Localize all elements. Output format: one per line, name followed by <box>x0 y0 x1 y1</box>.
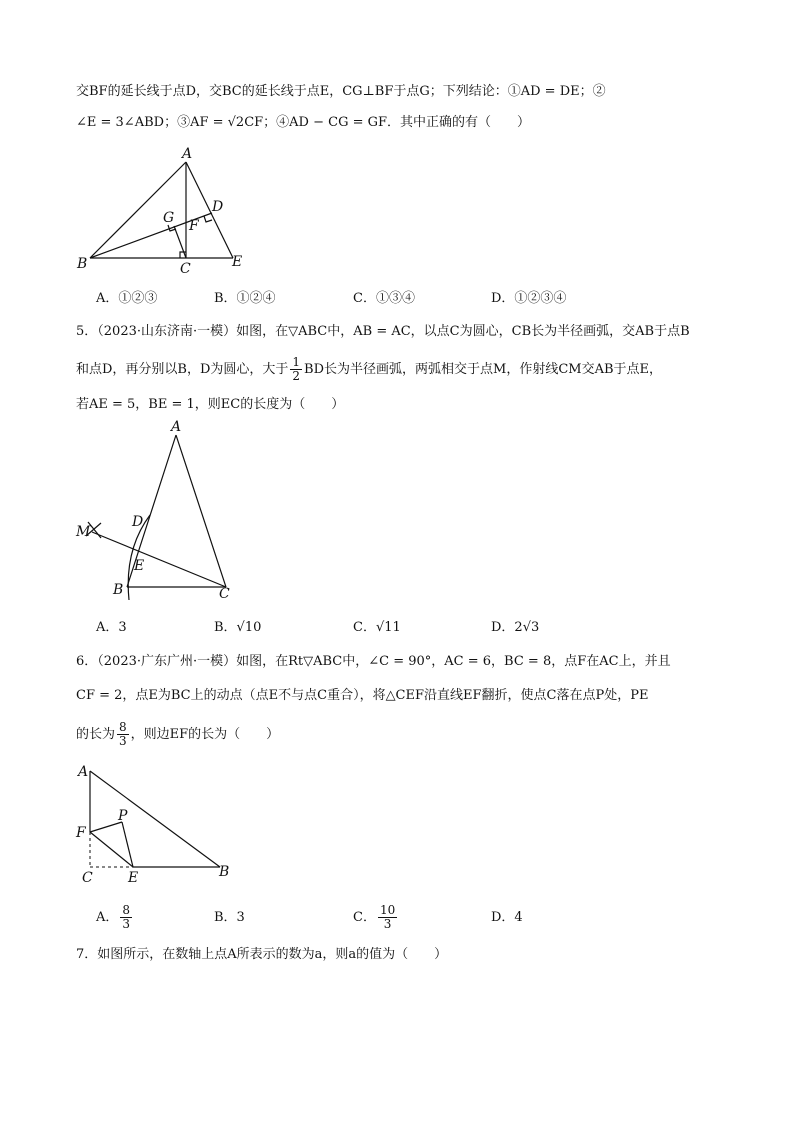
q5-text-line2-b: BD长为半径画弧，两弧相交于点M，作射线CM交AB于点E， <box>304 362 663 377</box>
q4-label-c: C <box>180 261 191 277</box>
q6-option-b: B．3 <box>214 910 245 925</box>
q5-label-e: E <box>134 558 145 574</box>
q4-text-line1: 交BF的延长线于点D，交BC的延长线于点E，CG⊥BF于点G；下列结论：①AD = DE；② <box>76 84 606 99</box>
q4-option-d: D．①②③④ <box>491 291 567 306</box>
q6-option-c-den: 3 <box>383 917 392 931</box>
q6-option-c-fraction <box>378 904 397 931</box>
q6-text-line3-b: ，则边EF的长为（ ） <box>130 727 280 742</box>
q5-ray-cm <box>92 532 226 587</box>
q5-segment-ac <box>176 435 226 587</box>
q6-label-f: F <box>76 825 86 841</box>
q5-arc-c <box>128 515 150 600</box>
q4-right-angle-g <box>168 225 176 231</box>
q5-label-b: B <box>113 582 124 598</box>
q5-option-a: A．3 <box>96 620 127 635</box>
q6-label-c: C <box>82 870 93 886</box>
q6-option-a-num: 8 <box>122 903 131 917</box>
q5-arc-mark-1 <box>86 523 101 536</box>
q4-right-angle-c <box>180 252 186 258</box>
q5-text-line3: 若AE = 5，BE = 1，则EC的长度为（ ） <box>76 397 345 412</box>
q4-text-line2: ∠E = 3∠ABD；③AF = √2CF；④AD − CG = GF．其中正确的有（ ） <box>76 115 531 130</box>
q4-option-b: B．①②④ <box>214 291 276 306</box>
q4-label-e: E <box>232 254 243 270</box>
q4-label-f: F <box>189 218 199 234</box>
q6-option-a-den: 3 <box>122 917 131 931</box>
q5-half-fraction <box>290 356 302 383</box>
q6-option-a <box>96 904 134 931</box>
q6-segment-fe <box>90 832 133 867</box>
q5-label-m: M <box>76 524 91 540</box>
q5-option-c: C．√11 <box>353 620 401 635</box>
q4-segment-ae <box>186 162 233 258</box>
q6-segment-fp <box>90 822 122 832</box>
q5-label-c: C <box>219 586 230 602</box>
q6-option-c-num: 10 <box>379 903 396 917</box>
q6-pe-num: 8 <box>119 720 127 734</box>
q6-pe-den: 3 <box>119 734 127 748</box>
q6-label-e: E <box>128 870 139 886</box>
q6-segment-pe <box>122 822 133 867</box>
q5-option-b: B．√10 <box>214 620 262 635</box>
q6-label-p: P <box>118 808 128 824</box>
q5-label-a: A <box>171 419 182 435</box>
q6-option-a-fraction <box>120 904 132 931</box>
q6-option-c <box>353 904 399 931</box>
q5-half-num: 1 <box>292 355 301 369</box>
q4-segment-ab <box>90 162 186 258</box>
q6-label-b: B <box>219 864 230 880</box>
q4-label-a: A <box>182 146 193 162</box>
q6-pe-fraction <box>117 721 129 748</box>
q4-label-d: D <box>212 199 224 215</box>
q5-segment-ab <box>127 435 176 587</box>
q5-label-d: D <box>132 514 144 530</box>
q4-right-angle-d <box>204 216 212 222</box>
q6-text-line3-a: 的长为 <box>76 727 116 742</box>
q4-segment-bd <box>90 213 212 258</box>
q6-option-a-prefix: A． <box>96 910 119 925</box>
q4-segment-cg <box>174 226 186 258</box>
q6-text-line3 <box>76 721 279 748</box>
q6-option-d: D．4 <box>491 910 523 925</box>
q4-label-g: G <box>163 210 175 226</box>
q6-text-line1: 6．（2023·广东广州·一模）如图，在Rt▽ABC中，∠C = 90°，AC = 6，BC = 8，点F在AC上，并且 <box>76 654 671 669</box>
q4-option-a: A．①②③ <box>96 291 158 306</box>
q6-text-line2: CF = 2，点E为BC上的动点（点E不与点C重合），将△CEF沿直线EF翻折，使点C落在点P处，PE <box>76 688 649 703</box>
q6-segment-ab <box>90 771 220 867</box>
q5-arc-mark-2 <box>88 522 101 538</box>
q5-text-line1: 5．（2023·山东济南·一模）如图，在▽ABC中，AB = AC，以点C为圆心，CB长为半径画弧，交AB于点B <box>76 324 690 339</box>
q5-text-line2-a: 和点D，再分别以B，D为圆心，大于 <box>76 362 289 377</box>
q6-label-a: A <box>78 764 89 780</box>
q5-option-d: D．2√3 <box>491 620 540 635</box>
q5-half-den: 2 <box>292 369 301 383</box>
q4-label-b: B <box>77 256 88 272</box>
q5-text-line2 <box>76 356 662 383</box>
q6-option-c-prefix: C． <box>353 910 376 925</box>
q7-text-line1: 7．如图所示，在数轴上点A所表示的数为a，则a的值为（ ） <box>76 947 448 962</box>
q4-option-c: C．①③④ <box>353 291 415 306</box>
